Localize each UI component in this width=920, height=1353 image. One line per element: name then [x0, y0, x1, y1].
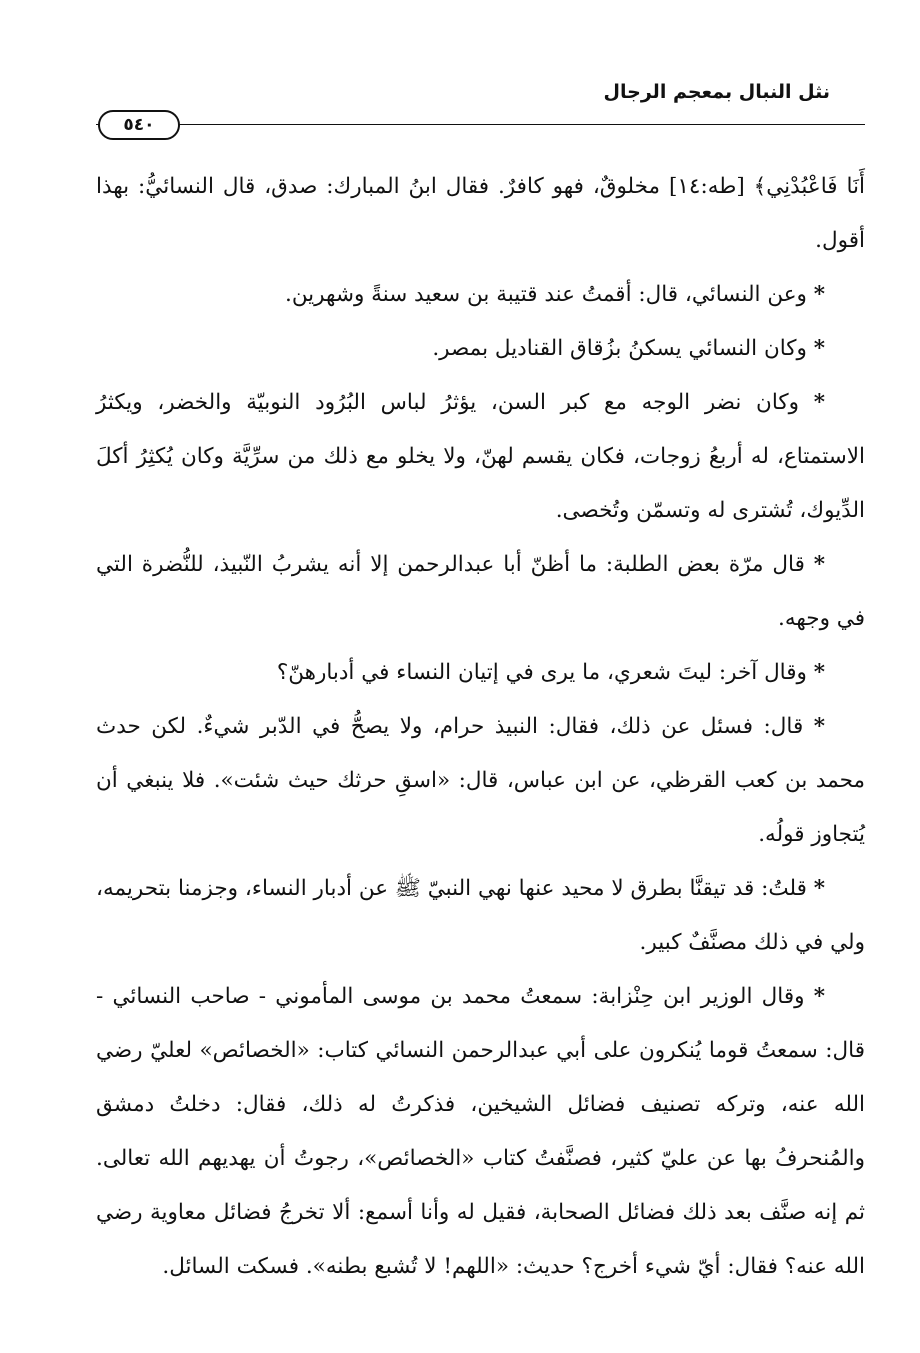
running-header-title: نثل النبال بمعجم الرجال [603, 81, 830, 103]
paragraph-text: وكان النسائي يسكنُ بزُقاق القناديل بمصر. [432, 336, 807, 361]
paragraph-text: وكان نضر الوجه مع كبر السن، يؤثرُ لباس البُرُود النوبيّة والخضر، ويكثرُ الاستمتاع، له أربعُ زوجات، فكان يقسم لهنّ، ولا يخلو مع ذلك من سرِّيَّة وكان يُكثِرُ أكلَ الدِّيوك، تُشترى له وتسمّن وتُخصى. [96, 390, 865, 523]
asterisk-marker: * [813, 876, 825, 901]
asterisk-marker: * [813, 714, 825, 739]
asterisk-marker: * [813, 390, 825, 415]
paragraph [96, 700, 865, 862]
asterisk-marker: * [813, 336, 825, 361]
asterisk-marker: * [813, 552, 825, 577]
paragraph-text: قلتُ: قد تيقنَّا بطرق لا محيد عنها نهي النبيّ ﷺ عن أدبار النساء، وجزمنا بتحريمه، ولي في ذلك مصنَّفٌ كبير. [96, 876, 865, 955]
page-number-badge: ٥٤٠ [98, 110, 180, 140]
asterisk-marker: * [813, 282, 825, 307]
paragraph-text: قال مرّة بعض الطلبة: ما أظنّ أبا عبدالرحمن إلا أنه يشربُ النّبيذ، للنُّضرة التي في وجهه. [96, 552, 865, 631]
paragraph-text: وعن النسائي، قال: أقمتُ عند قتيبة بن سعيد سنةً وشهرين. [284, 282, 807, 307]
paragraph-text: أَنَا فَاعْبُدْنِي﴾ [طه:١٤] مخلوقٌ، فهو كافرٌ. فقال ابنُ المبارك: صدق، قال النسائيُّ: بهذا أقول. [96, 174, 865, 253]
paragraph [96, 322, 865, 376]
paragraph [96, 862, 865, 970]
body-text [96, 160, 865, 1294]
paragraph-text: قال: فسئل عن ذلك، فقال: النبيذ حرام، ولا يصحُّ في الدّبر شيءٌ. لكن حدث محمد بن كعب القرظي، عن ابن عباس، قال: «اسقِ حرثك حيث شئت». فلا ينبغي أن يُتجاوز قولُه. [96, 714, 865, 847]
paragraph-continuation [96, 160, 865, 268]
paragraph [96, 970, 865, 1294]
paragraph [96, 538, 865, 646]
asterisk-marker: * [813, 984, 825, 1009]
paragraph-text: وقال آخر: ليتَ شعري، ما يرى في إتيان النساء في أدبارهنّ؟ [276, 660, 807, 685]
paragraph [96, 646, 865, 700]
asterisk-marker: * [813, 660, 825, 685]
paragraph [96, 268, 865, 322]
paragraph-text: وقال الوزير ابن حِنْزابة: سمعتُ محمد بن موسى المأموني - صاحب النسائي - قال: سمعتُ قوما يُنكرون على أبي عبدالرحمن النسائي كتاب: «الخصائص» لعليّ رضي الله عنه، وتركه تصنيف فضائل الشيخين، فذكرتُ له ذلك، فقال: دخلتُ دمشق والمُنحرفُ بها عن عليّ كثير، فصنَّفتُ كتاب «الخصائص»، رجوتُ أن يهديهم الله تعالى. ثم إنه صنَّف بعد ذلك فضائل الصحابة، فقيل له وأنا أسمع: ألا تخرجُ فضائل معاوية رضي الله عنه؟ فقال: أيّ شيء أخرج؟ حديث: «اللهم! لا تُشبع بطنه». فسكت السائل. [96, 984, 865, 1279]
paragraph [96, 376, 865, 538]
header-rule [96, 124, 865, 125]
